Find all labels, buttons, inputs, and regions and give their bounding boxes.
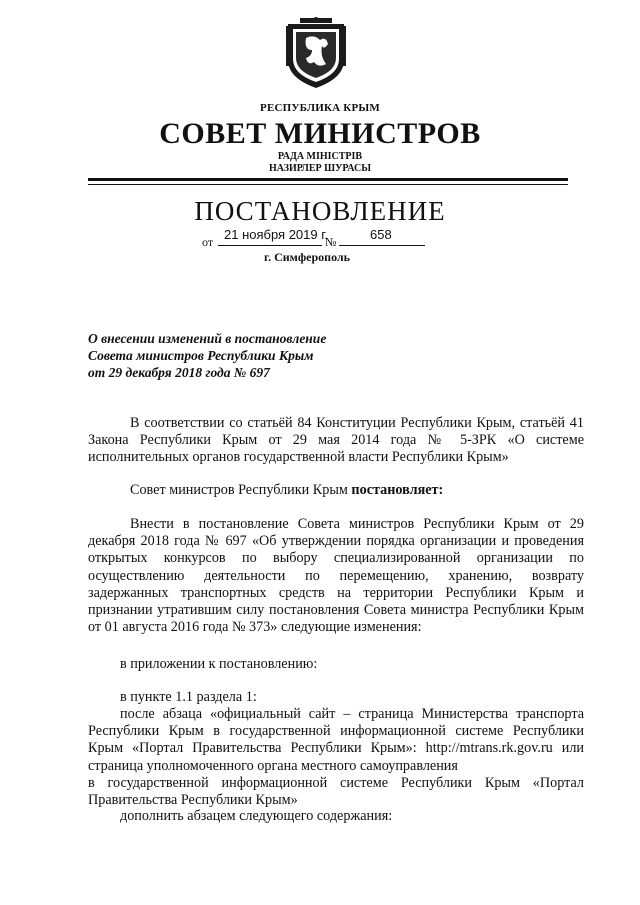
header-divider-thin [88, 184, 568, 185]
number-prefix: № [325, 235, 337, 249]
document-city: г. Симферополь [264, 250, 350, 264]
document-number: 658 [370, 227, 392, 242]
resolve-paragraph [130, 482, 550, 499]
subject-line: Совета министров Республики Крым [88, 348, 314, 363]
number-underline [339, 245, 425, 246]
date-prefix: от [202, 235, 214, 249]
preamble-paragraph: В соответствии со статьёй 84 Конституции Республики Крым, статьёй 41 Закона Республики Крым от 29 мая 2014 года № 5-ЗРК «О системе исполнительных органов государственной власти Республики Крым» [88, 415, 584, 466]
after-paragraph-part: после абзаца «официальный сайт – страница Министерства транспорта Республики Крым в государственной информационной системе Республики Крым «Портал Правительства Республики Крым»: http://mtrans.rk.gov.ru или страница уполномоченного органа местного самоуправления [88, 706, 584, 774]
council-title-crh: НАЗИРЛЕР ШУРАСЫ [268, 163, 372, 174]
date-underline [218, 245, 322, 246]
council-title-ua: РАДА МІНІСТРІВ [277, 151, 363, 162]
after-paragraph [88, 706, 584, 809]
subject-line: от 29 декабря 2018 года № 697 [88, 365, 270, 380]
resolve-keyword: постановляет: [351, 482, 444, 498]
republic-name: РЕСПУБЛИКА КРЫМ [260, 102, 380, 114]
council-title: СОВЕТ МИНИСТРОВ [159, 117, 481, 150]
resolve-text: Совет министров Республики Крым [130, 482, 352, 498]
subject-line: О внесении изменений в постановление [88, 331, 327, 346]
document-date: 21 ноября 2019 г. [224, 227, 328, 242]
date-number-row [202, 227, 432, 247]
crimea-coat-of-arms-icon [284, 16, 348, 90]
main-paragraph: Внести в постановление Совета министров Республики Крым от 29 декабря 2018 года № 697 «Об утверждении порядка организации и проведения открытых конкурсов по выбору специализированной организации по осуществлению деятельности по перемещению, хранению, возврату задержанных транспортных средств на территории Республики Крым и признании утратившим силу постановления Совета министра Республики Крым от 01 августа 2016 года № 373» следующие изменения: [88, 516, 584, 636]
appendix-paragraph: в приложении к постановлению: [120, 656, 318, 672]
document-subject [88, 330, 388, 381]
add-paragraph: дополнить абзацем следующего содержания: [120, 808, 393, 824]
point-paragraph: в пункте 1.1 раздела 1: [120, 689, 257, 705]
after-paragraph-part: в государственной информационной системе Республики Крым «Портал Правительства Республики Крым» [88, 774, 584, 809]
header-divider-thick [88, 178, 568, 181]
document-type: ПОСТАНОВЛЕНИЕ [194, 196, 446, 226]
